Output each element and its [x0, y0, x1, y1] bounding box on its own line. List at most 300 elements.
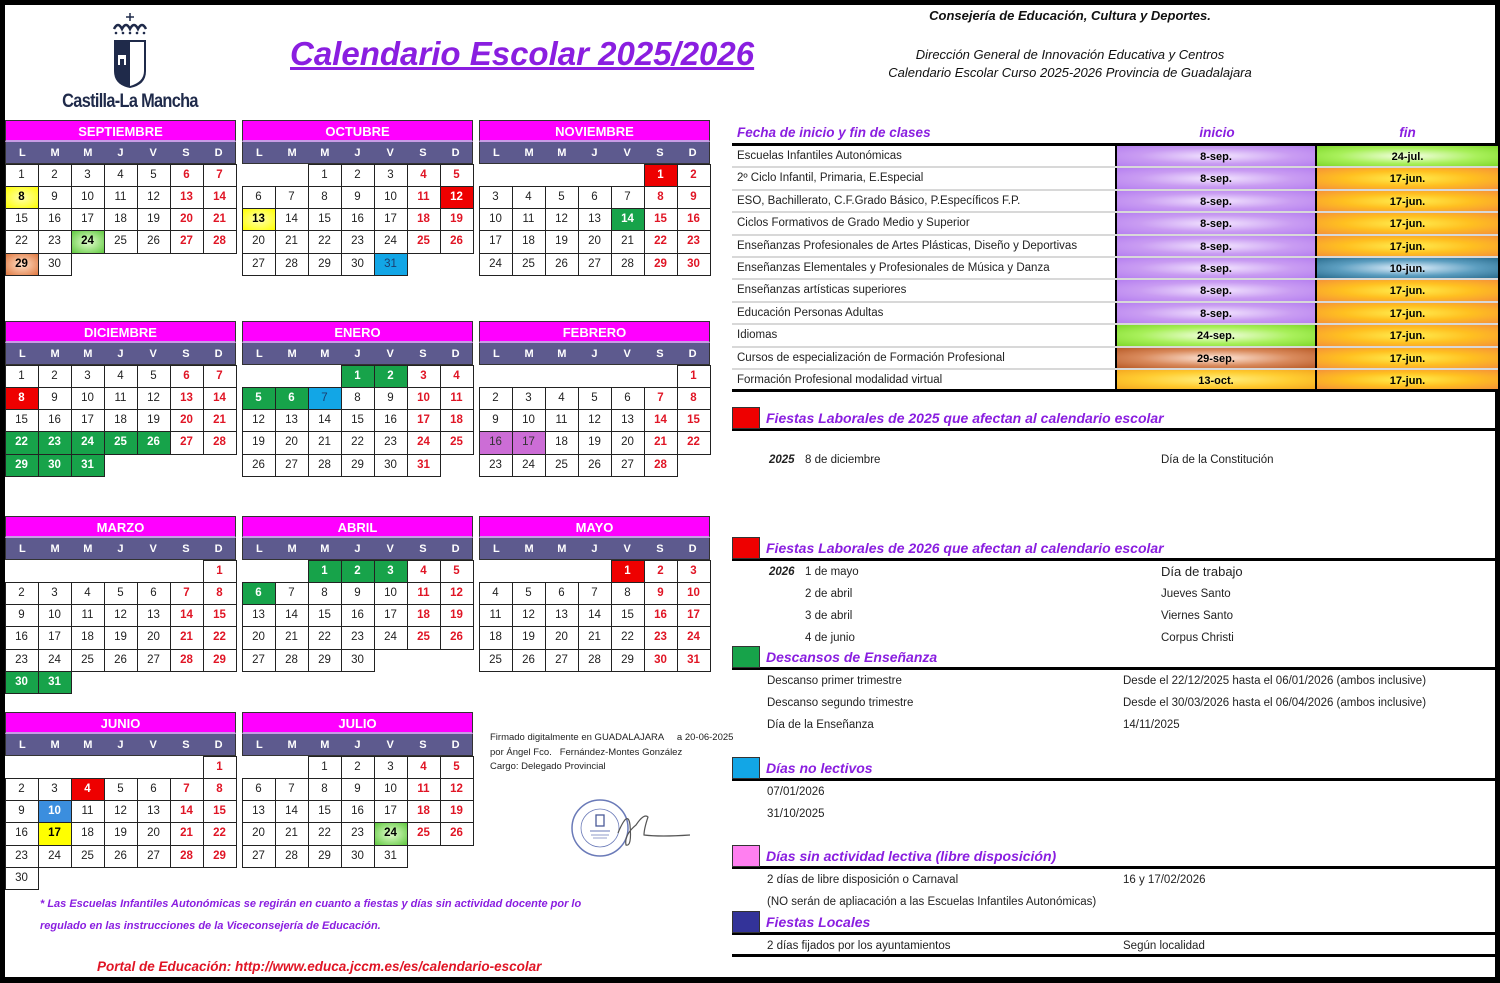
list-item — [732, 935, 1498, 957]
day-cell: 14 — [644, 409, 678, 432]
empty-cell — [611, 365, 645, 388]
day-cell: 2 — [5, 778, 39, 801]
day-cell: 23 — [479, 454, 513, 477]
day-cell: 1 — [308, 756, 342, 779]
day-cell: 15 — [5, 208, 39, 231]
legend-fiestas-locales — [732, 911, 1498, 957]
holiday-date: 2 de abril — [805, 588, 853, 600]
day-cell: 12 — [104, 604, 138, 627]
day-cell: 30 — [5, 671, 39, 694]
day-cell: 9 — [38, 387, 72, 410]
day-cell: 24 — [374, 626, 408, 649]
day-cell: 21 — [308, 431, 342, 454]
day-grid — [242, 365, 473, 476]
day-cell: 19 — [104, 822, 138, 845]
start-column-header: inicio — [1199, 125, 1235, 140]
day-cell: 23 — [644, 626, 678, 649]
day-cell: 1 — [203, 560, 237, 583]
portal-link[interactable]: Portal de Educación: http://www.educa.jccm.es/es/calendario-escolar — [97, 959, 542, 974]
weekday-header — [242, 343, 473, 365]
day-cell: 3 — [479, 186, 513, 209]
holiday-date: 3 de abril — [805, 610, 853, 622]
official-stamp-icon — [570, 795, 700, 861]
day-cell: 3 — [407, 365, 441, 388]
day-cell: 28 — [170, 845, 204, 868]
day-cell: 8 — [203, 778, 237, 801]
weekday-label: M — [320, 348, 330, 360]
pink-swatch-icon — [732, 845, 760, 867]
day-cell: 18 — [104, 208, 138, 231]
empty-cell — [137, 560, 171, 583]
day-cell: 30 — [341, 845, 375, 868]
day-cell: 17 — [374, 800, 408, 823]
day-cell: 19 — [440, 800, 474, 823]
end-column-header: fin — [1399, 125, 1416, 140]
end-date: 10-jun. — [1317, 258, 1498, 278]
day-cell: 2 — [677, 164, 711, 187]
day-cell: 16 — [341, 604, 375, 627]
day-cell: 3 — [374, 560, 408, 583]
day-cell: 15 — [677, 409, 711, 432]
day-cell: 24 — [374, 822, 408, 845]
day-cell: 24 — [71, 431, 105, 454]
table-row — [732, 168, 1498, 190]
day-cell: 25 — [512, 253, 546, 276]
dates-table-header — [732, 122, 1498, 146]
day-cell: 4 — [545, 387, 579, 410]
empty-cell — [479, 560, 513, 583]
day-cell: 24 — [677, 626, 711, 649]
legend-title: Días sin actividad lectiva (libre disposición) — [766, 847, 1057, 864]
weekday-label: L — [255, 543, 263, 555]
day-cell: 29 — [5, 454, 39, 477]
day-cell: 1 — [308, 164, 342, 187]
weekday-label: V — [149, 739, 157, 751]
day-cell: 13 — [578, 208, 612, 231]
day-cell: 22 — [308, 822, 342, 845]
day-cell: 23 — [38, 230, 72, 253]
empty-cell — [71, 560, 105, 583]
day-grid — [5, 756, 236, 890]
day-cell: 7 — [170, 778, 204, 801]
day-cell: 5 — [440, 756, 474, 779]
day-cell: 19 — [545, 230, 579, 253]
start-date: 8-sep. — [1117, 236, 1317, 256]
day-cell: 14 — [203, 387, 237, 410]
day-cell: 20 — [170, 208, 204, 231]
weekday-label: V — [386, 543, 394, 555]
weekday-label: M — [287, 739, 297, 751]
day-cell: 21 — [203, 208, 237, 231]
day-cell: 12 — [242, 409, 276, 432]
weekday-label: M — [287, 543, 297, 555]
day-cell: 22 — [308, 230, 342, 253]
day-cell: 12 — [137, 387, 171, 410]
day-cell: 6 — [578, 186, 612, 209]
day-cell: 31 — [374, 845, 408, 868]
holiday-name: Corpus Christi — [1161, 632, 1234, 644]
month-enero — [242, 321, 473, 476]
day-cell: 23 — [5, 845, 39, 868]
end-date: 17-jun. — [1317, 280, 1498, 300]
day-cell: 4 — [71, 778, 105, 801]
table-row — [732, 325, 1498, 347]
weekday-label: S — [656, 147, 664, 159]
day-cell: 26 — [440, 822, 474, 845]
day-cell: 8 — [644, 186, 678, 209]
red-swatch-icon — [732, 407, 760, 429]
weekday-header — [242, 734, 473, 756]
day-cell: 16 — [374, 409, 408, 432]
holiday-name: Día de trabajo — [1161, 564, 1243, 579]
table-row — [732, 280, 1498, 302]
day-cell: 10 — [479, 208, 513, 231]
weekday-label: J — [354, 147, 361, 159]
day-cell: 3 — [71, 365, 105, 388]
day-cell: 10 — [407, 387, 441, 410]
day-cell: 23 — [677, 230, 711, 253]
end-date: 17-jun. — [1317, 236, 1498, 256]
day-cell: 7 — [578, 582, 612, 605]
weekday-label: M — [524, 543, 534, 555]
day-cell: 20 — [242, 230, 276, 253]
day-cell: 20 — [611, 431, 645, 454]
weekday-label: D — [688, 348, 697, 360]
day-cell: 18 — [545, 431, 579, 454]
empty-cell — [512, 560, 546, 583]
day-cell: 26 — [242, 454, 276, 477]
green-swatch-icon — [732, 646, 760, 668]
month-name: OCTUBRE — [242, 120, 473, 142]
weekday-label: M — [50, 543, 60, 555]
weekday-label: M — [524, 348, 534, 360]
weekday-label: L — [255, 147, 263, 159]
dates-table-body — [732, 146, 1498, 392]
day-cell: 15 — [5, 409, 39, 432]
weekday-label: M — [50, 739, 60, 751]
month-name: JUNIO — [5, 712, 236, 734]
day-cell: 20 — [242, 626, 276, 649]
day-cell: 30 — [341, 253, 375, 276]
weekday-header — [479, 343, 710, 365]
day-cell: 14 — [275, 800, 309, 823]
weekday-label: J — [117, 147, 124, 159]
day-cell: 15 — [644, 208, 678, 231]
day-cell: 7 — [275, 186, 309, 209]
day-cell: 23 — [374, 431, 408, 454]
day-cell: 17 — [512, 431, 546, 454]
day-cell: 6 — [611, 387, 645, 410]
weekday-label: D — [451, 147, 460, 159]
day-cell: 7 — [203, 365, 237, 388]
month-name: JULIO — [242, 712, 473, 734]
day-cell: 6 — [137, 778, 171, 801]
day-cell: 28 — [308, 454, 342, 477]
day-cell: 10 — [374, 186, 408, 209]
day-cell: 17 — [71, 208, 105, 231]
legend-title: Descansos de Enseñanza — [766, 648, 938, 665]
day-cell: 13 — [242, 604, 276, 627]
weekday-label: D — [688, 147, 697, 159]
weekday-label: V — [623, 348, 631, 360]
day-cell: 17 — [374, 604, 408, 627]
day-grid — [5, 365, 236, 476]
day-cell: 24 — [374, 230, 408, 253]
day-cell: 28 — [611, 253, 645, 276]
day-cell: 2 — [479, 387, 513, 410]
day-cell: 19 — [578, 431, 612, 454]
day-cell: 21 — [275, 822, 309, 845]
weekday-label: L — [18, 147, 26, 159]
day-cell: 21 — [170, 822, 204, 845]
weekday-header — [242, 538, 473, 560]
day-cell: 17 — [677, 604, 711, 627]
weekday-label: D — [214, 348, 223, 360]
free-day-value: 16 y 17/02/2026 — [1123, 874, 1206, 886]
day-cell: 18 — [71, 822, 105, 845]
weekday-label: V — [386, 739, 394, 751]
end-date: 17-jun. — [1317, 325, 1498, 345]
day-cell: 13 — [170, 186, 204, 209]
day-cell: 10 — [71, 387, 105, 410]
day-cell: 13 — [545, 604, 579, 627]
day-cell: 11 — [545, 409, 579, 432]
empty-cell — [5, 756, 39, 779]
table-row — [732, 258, 1498, 280]
day-cell: 17 — [71, 409, 105, 432]
local-holiday-label: 2 días fijados por los ayuntamientos — [767, 940, 951, 952]
day-cell: 26 — [104, 649, 138, 672]
day-cell: 14 — [611, 208, 645, 231]
day-cell: 31 — [407, 454, 441, 477]
day-cell: 27 — [170, 230, 204, 253]
day-cell: 25 — [407, 822, 441, 845]
day-cell: 16 — [644, 604, 678, 627]
day-cell: 9 — [341, 778, 375, 801]
legend-descansos — [732, 646, 1498, 736]
weekday-label: M — [524, 147, 534, 159]
day-grid — [479, 164, 710, 275]
empty-cell — [545, 365, 579, 388]
rest-value: Desde el 30/03/2026 hasta el 06/04/2026 (ambos inclusive) — [1123, 697, 1427, 709]
day-cell: 26 — [137, 230, 171, 253]
no-lectivo-date: 31/10/2025 — [767, 808, 825, 820]
day-cell: 15 — [341, 409, 375, 432]
weekday-label: D — [214, 739, 223, 751]
day-cell: 29 — [308, 253, 342, 276]
day-cell: 6 — [275, 387, 309, 410]
day-cell: 9 — [38, 186, 72, 209]
empty-cell — [545, 560, 579, 583]
empty-cell — [38, 756, 72, 779]
day-cell: 15 — [203, 604, 237, 627]
day-cell: 5 — [137, 365, 171, 388]
list-item — [732, 869, 1498, 891]
day-cell: 3 — [374, 164, 408, 187]
weekday-label: S — [182, 739, 190, 751]
start-date: 13-oct. — [1117, 370, 1317, 389]
year-label: 2025 — [769, 454, 795, 466]
holiday-name: Viernes Santo — [1161, 610, 1234, 622]
day-cell: 10 — [512, 409, 546, 432]
empty-cell — [578, 365, 612, 388]
day-cell: 6 — [545, 582, 579, 605]
day-cell: 21 — [275, 230, 309, 253]
education-level: Cursos de especialización de Formación Profesional — [732, 348, 1117, 368]
weekday-label: L — [18, 739, 26, 751]
empty-cell — [545, 164, 579, 187]
month-name: FEBRERO — [479, 321, 710, 343]
castilla-la-mancha-logo — [45, 13, 215, 119]
day-cell: 19 — [137, 208, 171, 231]
weekday-label: L — [492, 147, 500, 159]
rest-label: Descanso primer trimestre — [767, 675, 902, 687]
day-cell: 31 — [677, 649, 711, 672]
weekday-label: M — [83, 147, 93, 159]
day-cell: 3 — [374, 756, 408, 779]
weekday-label: V — [386, 147, 394, 159]
day-cell: 4 — [440, 365, 474, 388]
day-cell: 22 — [611, 626, 645, 649]
day-cell: 26 — [104, 845, 138, 868]
weekday-label: M — [320, 739, 330, 751]
day-cell: 11 — [104, 387, 138, 410]
day-cell: 7 — [170, 582, 204, 605]
list-item — [732, 803, 1498, 825]
signature-line-1: Firmado digitalmente en GUADALAJARA a 20-06-2025 — [490, 732, 734, 743]
day-cell: 1 — [5, 164, 39, 187]
day-cell: 11 — [407, 186, 441, 209]
blue-swatch-icon — [732, 757, 760, 779]
day-cell: 4 — [104, 365, 138, 388]
day-cell: 9 — [5, 800, 39, 823]
weekday-label: V — [149, 543, 157, 555]
day-cell: 22 — [308, 626, 342, 649]
signature-line-3: Cargo: Delegado Provincial — [490, 761, 606, 772]
education-level: Enseñanzas Profesionales de Artes Plásticas, Diseño y Deportivas — [732, 236, 1117, 256]
rest-label: Descanso segundo trimestre — [767, 697, 914, 709]
day-cell: 19 — [104, 626, 138, 649]
list-item — [732, 449, 1498, 471]
day-cell: 23 — [341, 230, 375, 253]
month-octubre — [242, 120, 473, 275]
day-cell: 31 — [38, 671, 72, 694]
day-cell: 18 — [440, 409, 474, 432]
start-date: 8-sep. — [1117, 258, 1317, 278]
day-cell: 14 — [170, 604, 204, 627]
weekday-label: S — [419, 543, 427, 555]
rest-label: Día de la Enseñanza — [767, 719, 874, 731]
day-cell: 1 — [677, 365, 711, 388]
day-cell: 15 — [203, 800, 237, 823]
day-cell: 14 — [308, 409, 342, 432]
day-cell: 12 — [545, 208, 579, 231]
day-cell: 25 — [104, 230, 138, 253]
day-cell: 9 — [677, 186, 711, 209]
day-grid — [5, 164, 236, 275]
month-name: MAYO — [479, 516, 710, 538]
end-date: 24-jul. — [1317, 146, 1498, 166]
day-cell: 29 — [308, 649, 342, 672]
footnote-line-1: * Las Escuelas Infantiles Autonómicas se regirán en cuanto a fiestas y días sin actividad docente por lo — [40, 898, 582, 910]
day-cell: 16 — [341, 800, 375, 823]
table-row — [732, 236, 1498, 258]
day-cell: 30 — [38, 454, 72, 477]
day-cell: 13 — [137, 604, 171, 627]
legend-sin-actividad — [732, 845, 1498, 913]
day-cell: 27 — [242, 253, 276, 276]
day-cell: 28 — [203, 431, 237, 454]
start-date: 8-sep. — [1117, 213, 1317, 233]
day-cell: 13 — [137, 800, 171, 823]
day-cell: 16 — [677, 208, 711, 231]
day-cell: 4 — [71, 582, 105, 605]
weekday-header — [5, 343, 236, 365]
table-row — [732, 303, 1498, 325]
day-cell: 31 — [71, 454, 105, 477]
weekday-label: J — [354, 739, 361, 751]
day-cell: 4 — [407, 560, 441, 583]
day-cell: 23 — [38, 431, 72, 454]
weekday-label: M — [557, 348, 567, 360]
day-cell: 8 — [308, 186, 342, 209]
start-date: 29-sep. — [1117, 348, 1317, 368]
day-cell: 7 — [644, 387, 678, 410]
day-cell: 16 — [5, 822, 39, 845]
weekday-label: D — [214, 147, 223, 159]
rest-value: Desde el 22/12/2025 hasta el 06/01/2026 (ambos inclusive) — [1123, 675, 1427, 687]
day-cell: 16 — [479, 431, 513, 454]
day-cell: 16 — [5, 626, 39, 649]
day-cell: 10 — [374, 582, 408, 605]
empty-cell — [578, 560, 612, 583]
day-cell: 1 — [341, 365, 375, 388]
day-cell: 27 — [578, 253, 612, 276]
day-cell: 4 — [407, 164, 441, 187]
calendar-page — [5, 5, 1495, 977]
day-cell: 17 — [38, 822, 72, 845]
list-item — [732, 714, 1498, 736]
day-cell: 27 — [170, 431, 204, 454]
day-cell: 19 — [440, 604, 474, 627]
holiday-name: Día de la Constitución — [1161, 454, 1274, 466]
day-cell: 24 — [38, 649, 72, 672]
weekday-label: V — [149, 147, 157, 159]
day-cell: 30 — [374, 454, 408, 477]
day-cell: 26 — [137, 431, 171, 454]
empty-cell — [275, 164, 309, 187]
weekday-label: J — [591, 348, 598, 360]
day-cell: 18 — [407, 800, 441, 823]
signature-line-2: por Ángel Fco. Fernández-Montes González — [490, 746, 683, 758]
month-diciembre — [5, 321, 236, 476]
day-cell: 9 — [644, 582, 678, 605]
empty-cell — [644, 365, 678, 388]
education-level: Formación Profesional modalidad virtual — [732, 370, 1117, 389]
day-cell: 12 — [440, 778, 474, 801]
subtitle-label: Calendario Escolar Curso 2025-2026 Provincia de Guadalajara — [888, 65, 1252, 80]
day-cell: 9 — [341, 582, 375, 605]
month-febrero — [479, 321, 710, 476]
day-cell: 27 — [275, 454, 309, 477]
day-cell: 17 — [407, 409, 441, 432]
empty-cell — [5, 560, 39, 583]
day-cell: 20 — [170, 409, 204, 432]
day-cell: 15 — [308, 208, 342, 231]
day-cell: 30 — [38, 253, 72, 276]
table-row — [732, 348, 1498, 370]
day-cell: 16 — [341, 208, 375, 231]
